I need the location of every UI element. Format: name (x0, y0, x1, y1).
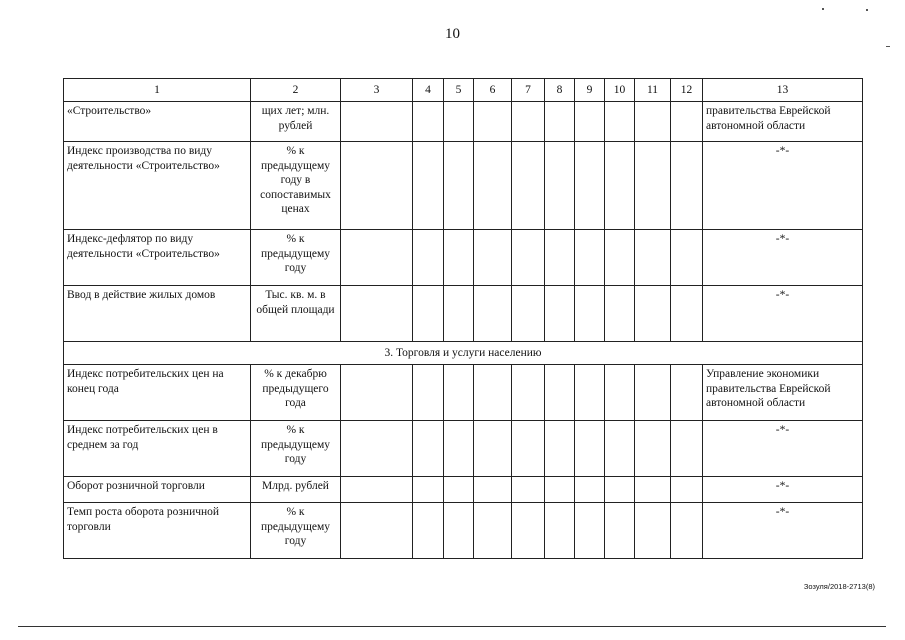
empty-cell (474, 142, 512, 230)
document-code: Зозуля/2018-2713(8) (803, 582, 875, 591)
responsible-body: -*- (703, 286, 863, 342)
empty-cell (605, 286, 635, 342)
empty-cell (444, 230, 474, 286)
empty-cell (444, 503, 474, 559)
empty-cell (341, 477, 413, 503)
column-header: 12 (671, 79, 703, 102)
column-header: 5 (444, 79, 474, 102)
empty-cell (474, 365, 512, 421)
empty-cell (671, 230, 703, 286)
indicator-unit: % к предыдущему году (251, 421, 341, 477)
empty-cell (512, 477, 545, 503)
empty-cell (545, 286, 575, 342)
indicator-name: Оборот розничной торговли (64, 477, 251, 503)
empty-cell (635, 102, 671, 142)
indicator-name: Индекс производства по виду деятельности «Строительство» (64, 142, 251, 230)
empty-cell (413, 102, 444, 142)
empty-cell (444, 421, 474, 477)
empty-cell (341, 421, 413, 477)
empty-cell (512, 421, 545, 477)
empty-cell (444, 286, 474, 342)
empty-cell (341, 503, 413, 559)
table-row (64, 102, 863, 142)
empty-cell (341, 365, 413, 421)
indicator-table (63, 78, 863, 559)
responsible-body: -*- (703, 230, 863, 286)
indicator-name: Индекс потребительских цен на конец года (64, 365, 251, 421)
table-row (64, 421, 863, 477)
indicator-unit: Тыс. кв. м. в общей площади (251, 286, 341, 342)
empty-cell (545, 503, 575, 559)
empty-cell (575, 142, 605, 230)
responsible-body: -*- (703, 503, 863, 559)
empty-cell (635, 230, 671, 286)
scan-speck (822, 8, 824, 10)
empty-cell (635, 286, 671, 342)
empty-cell (545, 421, 575, 477)
empty-cell (444, 477, 474, 503)
empty-cell (575, 503, 605, 559)
empty-cell (444, 102, 474, 142)
empty-cell (474, 102, 512, 142)
section-title: 3. Торговля и услуги населению (64, 342, 863, 365)
empty-cell (671, 477, 703, 503)
empty-cell (444, 365, 474, 421)
empty-cell (605, 142, 635, 230)
empty-cell (413, 286, 444, 342)
empty-cell (512, 230, 545, 286)
column-header: 7 (512, 79, 545, 102)
table-row (64, 286, 863, 342)
empty-cell (512, 142, 545, 230)
empty-cell (635, 365, 671, 421)
column-header: 10 (605, 79, 635, 102)
table-row (64, 503, 863, 559)
scan-speck (866, 9, 868, 11)
column-header: 11 (635, 79, 671, 102)
empty-cell (512, 503, 545, 559)
scan-speck (886, 46, 890, 47)
empty-cell (474, 503, 512, 559)
empty-cell (512, 286, 545, 342)
indicator-name: Индекс-дефлятор по виду деятельности «Строительство» (64, 230, 251, 286)
responsible-body: Управление экономики правительства Еврейской автономной области (703, 365, 863, 421)
empty-cell (413, 365, 444, 421)
column-header: 9 (575, 79, 605, 102)
responsible-body: правительства Еврейской автономной области (703, 102, 863, 142)
table-row (64, 477, 863, 503)
column-header: 6 (474, 79, 512, 102)
indicator-unit: Млрд. рублей (251, 477, 341, 503)
empty-cell (545, 365, 575, 421)
table-row (64, 230, 863, 286)
indicator-unit: щих лет; млн. рублей (251, 102, 341, 142)
empty-cell (605, 102, 635, 142)
empty-cell (341, 102, 413, 142)
indicator-name: Темп роста оборота розничной торговли (64, 503, 251, 559)
empty-cell (413, 421, 444, 477)
column-header: 3 (341, 79, 413, 102)
indicator-unit: % к декабрю предыдущего года (251, 365, 341, 421)
empty-cell (605, 230, 635, 286)
empty-cell (413, 142, 444, 230)
empty-cell (512, 365, 545, 421)
empty-cell (341, 286, 413, 342)
indicator-unit: % к предыдущему году (251, 503, 341, 559)
table-row (64, 142, 863, 230)
scan-edge-line (18, 626, 886, 627)
empty-cell (341, 142, 413, 230)
section-row (64, 342, 863, 365)
column-header: 1 (64, 79, 251, 102)
empty-cell (575, 102, 605, 142)
empty-cell (635, 503, 671, 559)
indicator-name: Индекс потребительских цен в среднем за год (64, 421, 251, 477)
indicator-unit: % к предыдущему году в сопоставимых ценах (251, 142, 341, 230)
empty-cell (545, 142, 575, 230)
empty-cell (444, 142, 474, 230)
empty-cell (671, 503, 703, 559)
empty-cell (605, 365, 635, 421)
responsible-body: -*- (703, 142, 863, 230)
empty-cell (474, 477, 512, 503)
page-number: 10 (445, 26, 460, 42)
empty-cell (635, 421, 671, 477)
empty-cell (512, 102, 545, 142)
empty-cell (671, 142, 703, 230)
empty-cell (635, 142, 671, 230)
column-header: 2 (251, 79, 341, 102)
empty-cell (545, 102, 575, 142)
column-header: 13 (703, 79, 863, 102)
responsible-body: -*- (703, 421, 863, 477)
empty-cell (605, 477, 635, 503)
empty-cell (341, 230, 413, 286)
table-header-row (64, 79, 863, 102)
empty-cell (575, 421, 605, 477)
column-header: 8 (545, 79, 575, 102)
indicator-unit: % к предыдущему году (251, 230, 341, 286)
empty-cell (413, 503, 444, 559)
empty-cell (671, 421, 703, 477)
empty-cell (413, 477, 444, 503)
indicator-name: Ввод в действие жилых домов (64, 286, 251, 342)
empty-cell (605, 503, 635, 559)
empty-cell (545, 477, 575, 503)
empty-cell (474, 286, 512, 342)
empty-cell (474, 230, 512, 286)
empty-cell (474, 421, 512, 477)
empty-cell (671, 286, 703, 342)
empty-cell (575, 230, 605, 286)
table-row (64, 365, 863, 421)
empty-cell (635, 477, 671, 503)
responsible-body: -*- (703, 477, 863, 503)
empty-cell (575, 286, 605, 342)
empty-cell (545, 230, 575, 286)
indicator-name: «Строительство» (64, 102, 251, 142)
empty-cell (671, 365, 703, 421)
empty-cell (605, 421, 635, 477)
column-header: 4 (413, 79, 444, 102)
empty-cell (575, 365, 605, 421)
empty-cell (671, 102, 703, 142)
empty-cell (575, 477, 605, 503)
empty-cell (413, 230, 444, 286)
